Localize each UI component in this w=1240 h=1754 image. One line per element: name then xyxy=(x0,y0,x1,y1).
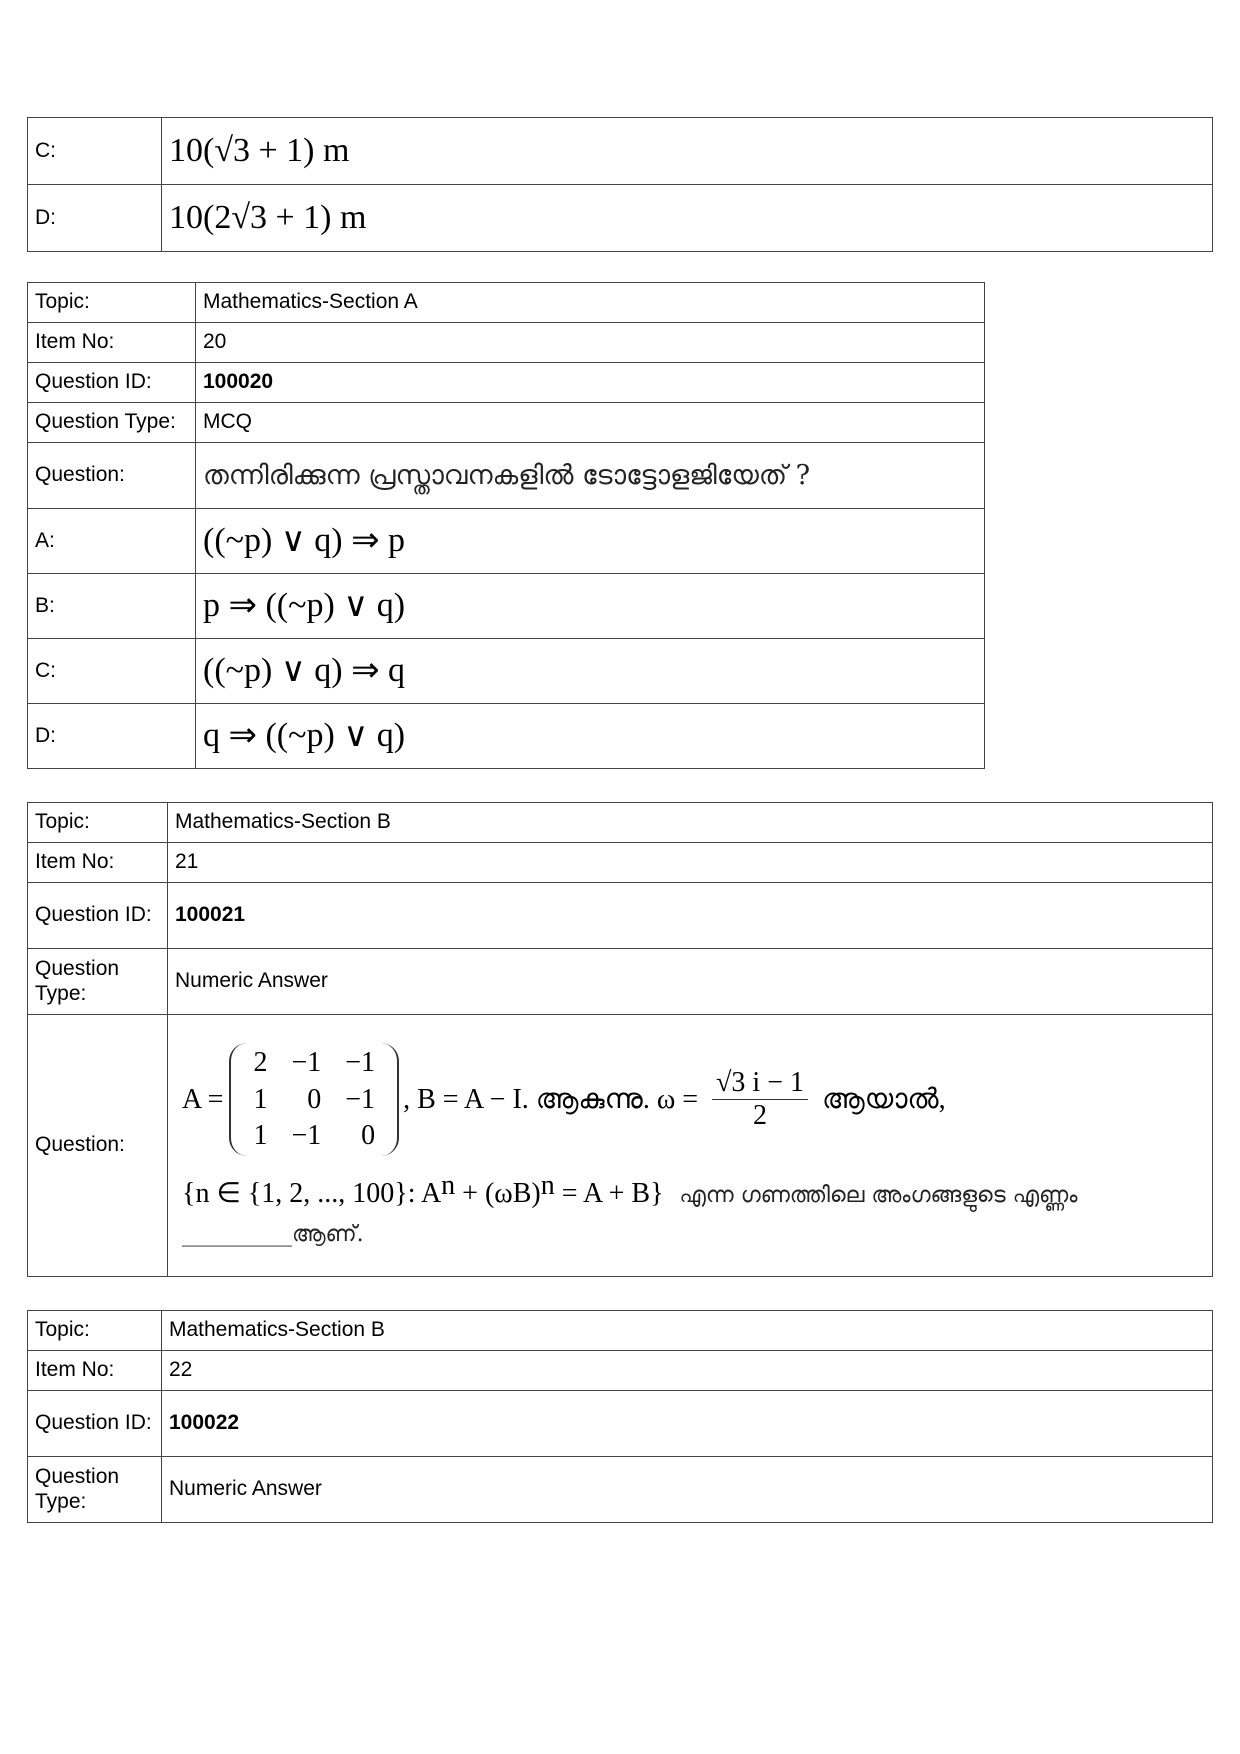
options-continuation-table xyxy=(27,117,1213,252)
question-type-value: MCQ xyxy=(196,403,985,443)
set-malayalam: എന്ന ഗണത്തിലെ അംഗങ്ങളുടെ എണ്ണം xyxy=(679,1183,1078,1209)
question-text: തന്നിരിക്കുന്ന പ്രസ്താവനകളിൽ ടോട്ടോളജിയേത് ? xyxy=(196,443,985,509)
item-no-value: 22 xyxy=(162,1351,1213,1391)
question-label: Question: xyxy=(28,443,196,509)
set-sup-1: n xyxy=(441,1170,456,1202)
matrix-line xyxy=(182,1043,1198,1156)
topic-label: Topic: xyxy=(28,1311,162,1351)
matrix-cell: 0 xyxy=(361,1119,376,1151)
option-d-value: q ⇒ ((~p) ∨ q) xyxy=(196,704,985,769)
question-id-value: 100020 xyxy=(196,363,985,403)
item-no-label: Item No: xyxy=(28,843,168,883)
option-d-value: 10(2√3 + 1) m xyxy=(162,185,1213,252)
question-id-label: Question ID: xyxy=(28,883,168,949)
b-definition: , B = A − I. ആകുന്നു. ω = xyxy=(403,1083,699,1115)
item-no-value: 21 xyxy=(168,843,1213,883)
question-type-value: Numeric Answer xyxy=(162,1457,1213,1523)
matrix-cell: −1 xyxy=(291,1119,322,1151)
question-label: Question: xyxy=(28,1015,168,1277)
question-type-value: Numeric Answer xyxy=(168,949,1213,1015)
a-equals: A = xyxy=(182,1083,224,1115)
question-21-table xyxy=(27,802,1213,1277)
topic-value: Mathematics-Section A xyxy=(196,283,985,323)
option-c-label: C: xyxy=(28,118,162,185)
matrix-cell: −1 xyxy=(345,1083,376,1115)
option-c-value: 10(√3 + 1) m xyxy=(162,118,1213,185)
option-a-value: ((~p) ∨ q) ⇒ p xyxy=(196,509,985,574)
question-type-label: Question Type: xyxy=(28,949,168,1015)
question-20-table xyxy=(27,282,985,769)
omega-fraction xyxy=(712,1067,808,1132)
set-expr-part1: {n ∈ {1, 2, ..., 100}: A xyxy=(182,1178,442,1210)
matrix-cell: 0 xyxy=(307,1083,322,1115)
fraction-denominator: 2 xyxy=(753,1100,768,1132)
matrix-cell: 2 xyxy=(253,1047,268,1079)
matrix-cell: −1 xyxy=(291,1047,322,1079)
question-content xyxy=(168,1015,1213,1277)
matrix-cell: 1 xyxy=(253,1119,268,1151)
answer-blank: __________ആണ്. xyxy=(182,1222,364,1248)
item-no-label: Item No: xyxy=(28,323,196,363)
question-type-label: Question Type: xyxy=(28,403,196,443)
item-no-value: 20 xyxy=(196,323,985,363)
matrix-cell: −1 xyxy=(345,1047,376,1079)
topic-value: Mathematics-Section B xyxy=(168,803,1213,843)
matrix-a xyxy=(229,1043,399,1156)
fraction-numerator: √3 i − 1 xyxy=(712,1067,808,1100)
topic-label: Topic: xyxy=(28,283,196,323)
option-c-value: ((~p) ∨ q) ⇒ q xyxy=(196,639,985,704)
option-d-label: D: xyxy=(28,185,162,252)
question-id-value: 100022 xyxy=(162,1391,1213,1457)
set-sup-2: n xyxy=(540,1170,555,1202)
question-id-value: 100021 xyxy=(168,883,1213,949)
matrix-cell: 1 xyxy=(253,1083,268,1115)
option-c-label: C: xyxy=(28,639,196,704)
question-type-label: Question Type: xyxy=(28,1457,162,1523)
if-text: ആയാൽ, xyxy=(821,1083,946,1115)
topic-label: Topic: xyxy=(28,803,168,843)
option-a-label: A: xyxy=(28,509,196,574)
question-22-table xyxy=(27,1310,1213,1523)
option-d-label: D: xyxy=(28,704,196,769)
option-b-value: p ⇒ ((~p) ∨ q) xyxy=(196,574,985,639)
set-expr-part2: + (ωB) xyxy=(455,1178,541,1210)
set-expr-part3: = A + B} xyxy=(554,1178,664,1210)
topic-value: Mathematics-Section B xyxy=(162,1311,1213,1351)
item-no-label: Item No: xyxy=(28,1351,162,1391)
question-id-label: Question ID: xyxy=(28,363,196,403)
option-b-label: B: xyxy=(28,574,196,639)
set-line xyxy=(182,1170,1198,1210)
question-id-label: Question ID: xyxy=(28,1391,162,1457)
